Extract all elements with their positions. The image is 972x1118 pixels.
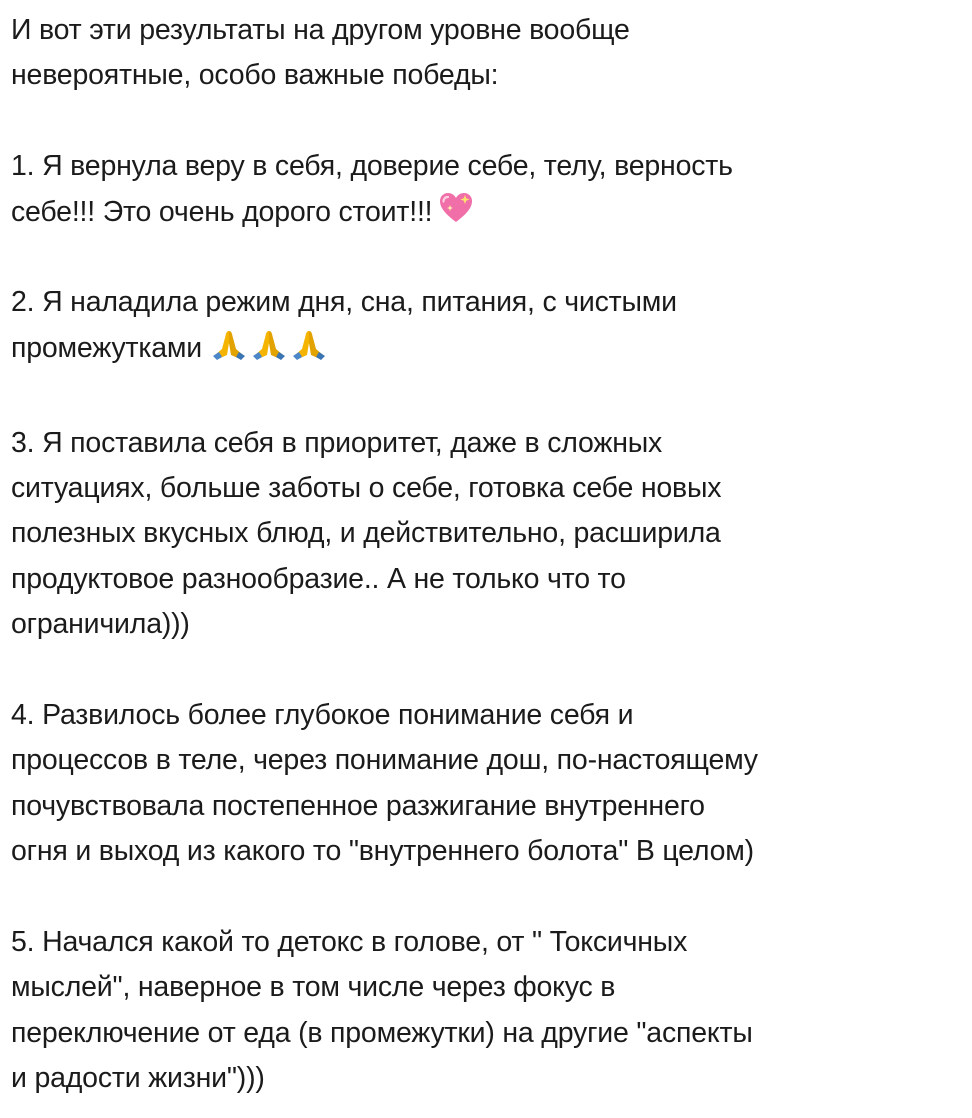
folded-hands-group bbox=[210, 329, 328, 375]
intro-line-1: И вот эти результаты на другом уровне вообще bbox=[11, 14, 630, 46]
sparkling-heart-icon bbox=[438, 191, 474, 225]
folded-hands-icon bbox=[290, 329, 328, 375]
item1-line-2: себе!!! Это очень дорого стоит!!! bbox=[11, 195, 433, 228]
paragraph-spacer bbox=[11, 99, 972, 144]
intro-line-2: невероятные, особо важные победы: bbox=[11, 59, 499, 92]
item4-line-4: огня и выход из какого то "внутреннего болота" В целом) bbox=[11, 835, 754, 868]
paragraph-spacer bbox=[11, 375, 972, 420]
item5-line-2: мыслей", наверное в том числе через фокус в bbox=[11, 971, 616, 1004]
item5-line-1: 5. Начался какой то детокс в голове, от " Токсичных bbox=[11, 926, 688, 959]
item3-line-5: ограничила))) bbox=[11, 608, 190, 641]
folded-hands-icon bbox=[250, 329, 288, 375]
item3-line-3: полезных вкусных блюд, и действительно, расширила bbox=[11, 517, 721, 550]
paragraph-spacer bbox=[11, 875, 972, 920]
item5-line-3: переключение от еда (в промежутки) на другие "аспекты bbox=[11, 1016, 753, 1049]
paragraph-spacer bbox=[11, 235, 972, 280]
item3-line-4: продуктовое разнообразие.. А не только что то bbox=[11, 562, 626, 595]
item4-line-1: 4. Развилось более глубокое понимание себя и bbox=[11, 699, 634, 732]
item3-line-2: ситуациях, больше заботы о себе, готовка себе новых bbox=[11, 472, 722, 505]
item2-line-2-wrap bbox=[11, 326, 972, 375]
item2-line-1: 2. Я наладила режим дня, сна, питания, с чистыми bbox=[11, 286, 677, 319]
folded-hands-icon bbox=[210, 329, 248, 375]
paragraph-spacer bbox=[11, 648, 972, 693]
item1-line-1: 1. Я вернула веру в себя, доверие себе, телу, верность bbox=[11, 150, 733, 183]
item5-line-4: и радости жизни"))) bbox=[11, 1062, 265, 1095]
item4-line-2: процессов в теле, через понимание дош, по-настоящему bbox=[11, 744, 758, 777]
item4-line-3: почувствовала постепенное разжигание внутреннего bbox=[11, 789, 705, 822]
item2-line-2: промежутками bbox=[11, 331, 203, 364]
item1-line-2-wrap bbox=[11, 190, 972, 235]
item3-line-1: 3. Я поставила себя в приоритет, даже в сложных bbox=[11, 426, 663, 459]
